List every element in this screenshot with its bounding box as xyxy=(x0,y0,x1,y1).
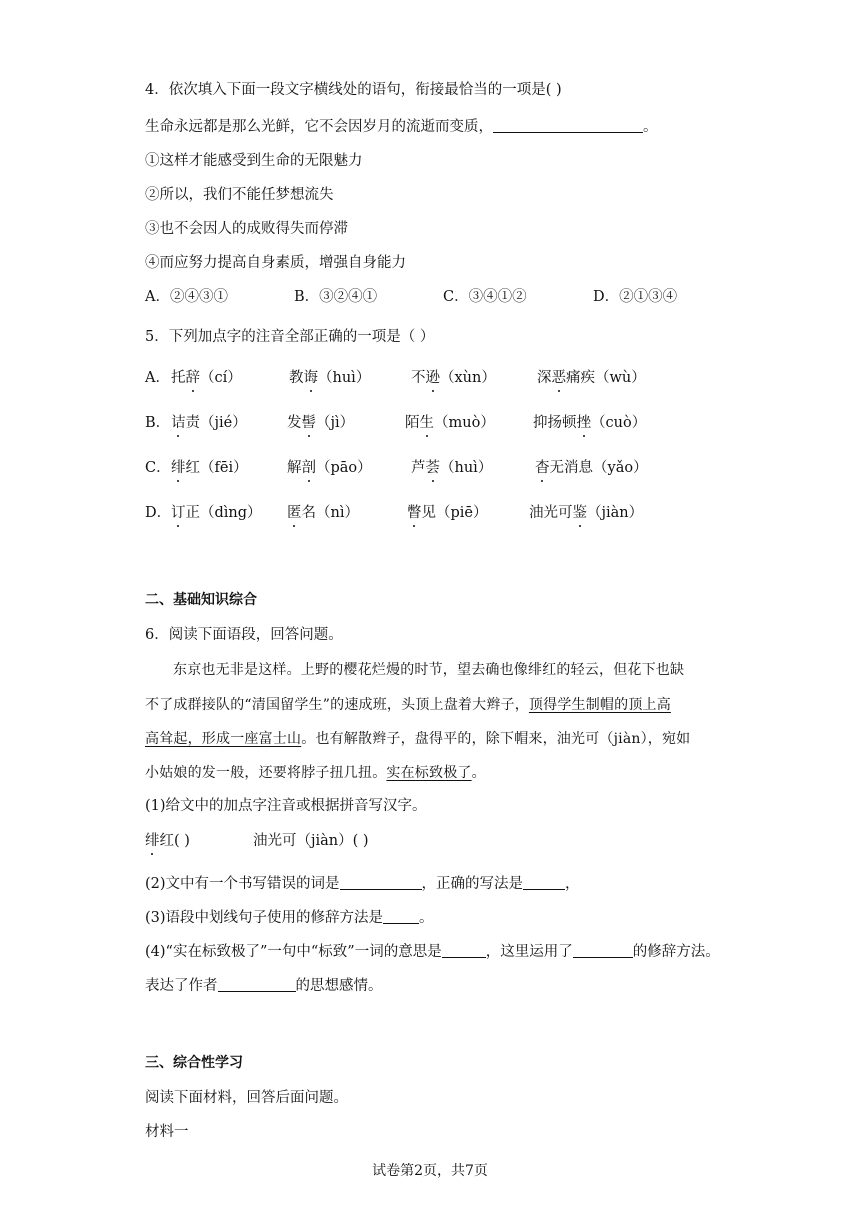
section-3-intro: 阅读下面材料，回答后面问题。 xyxy=(145,1090,348,1106)
answer-blank[interactable] xyxy=(442,943,486,958)
pinyin-word: 解剖（pāo） xyxy=(287,460,372,476)
q4-item-3: ③也不会因人的成败得失而停滞 xyxy=(145,221,348,237)
pinyin-word: 托辞（cí） xyxy=(171,370,242,386)
q4-stem: 4．依次填入下面一段文字横线处的语句，衔接最恰当的一项是( ) xyxy=(145,82,562,98)
q6-sub-2: (2)文中有一个书写错误的词是 ，正确的写法是 ， xyxy=(145,876,580,892)
pinyin-word: 油光可鉴（jiàn） xyxy=(529,505,644,521)
answer-blank[interactable] xyxy=(218,977,296,992)
pinyin-word: 杳无消息（yǎo） xyxy=(535,460,648,476)
q4-passage-text: 生命永远都是那么光鲜，它不会因岁月的流逝而变质， xyxy=(145,119,493,135)
q6-sub-4: (4)“实在标致极了”一句中“标致”一词的意思是 ，这里运用了 的修辞方法。 xyxy=(145,944,720,960)
answer-blank-2[interactable]: 油光可（jiàn）( ) xyxy=(253,833,369,849)
option-label: A． xyxy=(145,370,170,386)
q6-sub-3: (3)语段中划线句子使用的修辞方法是 。 xyxy=(145,910,434,926)
q4-item-2: ②所以，我们不能任梦想流失 xyxy=(145,187,334,203)
answer-blank[interactable] xyxy=(523,875,565,890)
passage-line-4: 小姑娘的发一般，还要将脖子扭几扭。实在标致极了。 xyxy=(145,765,486,781)
page-footer: 试卷第2页，共7页 xyxy=(372,1163,488,1179)
passage-line-1: 东京也无非是这样。上野的樱花烂熳的时节，望去确也像绯红的轻云，但花下也缺 xyxy=(173,662,685,678)
q6-sub-1: (1)给文中的加点字注音或根据拼音写汉字。 xyxy=(145,798,427,814)
section-2-title: 二、基础知识综合 xyxy=(145,592,257,608)
q4-passage-end: 。 xyxy=(643,119,658,135)
pinyin-word: 瞥见（piē） xyxy=(407,505,488,521)
underlined-phrase: 实在标致极了 xyxy=(386,765,472,781)
option-label: C． xyxy=(145,460,171,476)
q4-option-c[interactable]: C．③④①② xyxy=(443,289,527,305)
underlined-sentence: 高耸起，形成一座富士山 xyxy=(145,731,302,747)
pinyin-word: 芦荟（huì） xyxy=(411,460,493,476)
passage-line-2: 不了成群接队的“清国留学生”的速成班，头顶上盘着大辫子，顶得学生制帽的顶上高 xyxy=(145,697,671,713)
answer-blank[interactable] xyxy=(573,943,633,958)
option-label: B． xyxy=(145,415,171,431)
q4-option-a[interactable]: A．②④③① xyxy=(145,289,228,305)
passage-line-3: 高耸起，形成一座富士山。也有解散辫子，盘得平的，除下帽来，油光可（jiàn），宛如 xyxy=(145,731,691,747)
q4-item-1: ①这样才能感受到生命的无限魅力 xyxy=(145,153,363,169)
pinyin-word: 教诲（huì） xyxy=(289,370,371,386)
pinyin-word: 不逊（xùn） xyxy=(411,370,496,386)
q4-option-b[interactable]: B．③②④① xyxy=(294,289,378,305)
answer-blank[interactable] xyxy=(383,909,419,924)
q4-item-4: ④而应努力提高自身素质，增强自身能力 xyxy=(145,255,406,271)
material-label: 材料一 xyxy=(145,1124,189,1140)
q4-blank xyxy=(493,118,643,133)
pinyin-word: 抑扬顿挫（cuò） xyxy=(533,415,647,431)
pinyin-word: 诘责（jié） xyxy=(171,415,247,431)
q5-stem: 5．下列加点字的注音全部正确的一项是（ ） xyxy=(145,329,435,345)
q6-sub-4-cont: 表达了作者 的思想感情。 xyxy=(145,978,383,994)
section-3-title: 三、综合性学习 xyxy=(145,1055,243,1071)
underlined-sentence: 顶得学生制帽的顶上高 xyxy=(528,697,671,713)
q4-option-d[interactable]: D．②①③④ xyxy=(593,289,678,305)
option-label: D． xyxy=(145,505,172,521)
pinyin-word: 绯红（fēi） xyxy=(171,460,248,476)
q6-stem: 6．阅读下面语段，回答问题。 xyxy=(145,627,343,643)
pinyin-word: 陌生（muò） xyxy=(405,415,495,431)
pinyin-word: 发髻（jì） xyxy=(287,415,355,431)
answer-blank[interactable] xyxy=(340,875,422,890)
q4-passage xyxy=(145,117,658,137)
answer-blank-1[interactable]: 绯红( ) xyxy=(145,833,190,849)
pinyin-word: 订正（dìng） xyxy=(171,505,262,521)
pinyin-word: 深恶痛疾（wù） xyxy=(537,370,646,386)
pinyin-word: 匿名（nì） xyxy=(287,505,359,521)
